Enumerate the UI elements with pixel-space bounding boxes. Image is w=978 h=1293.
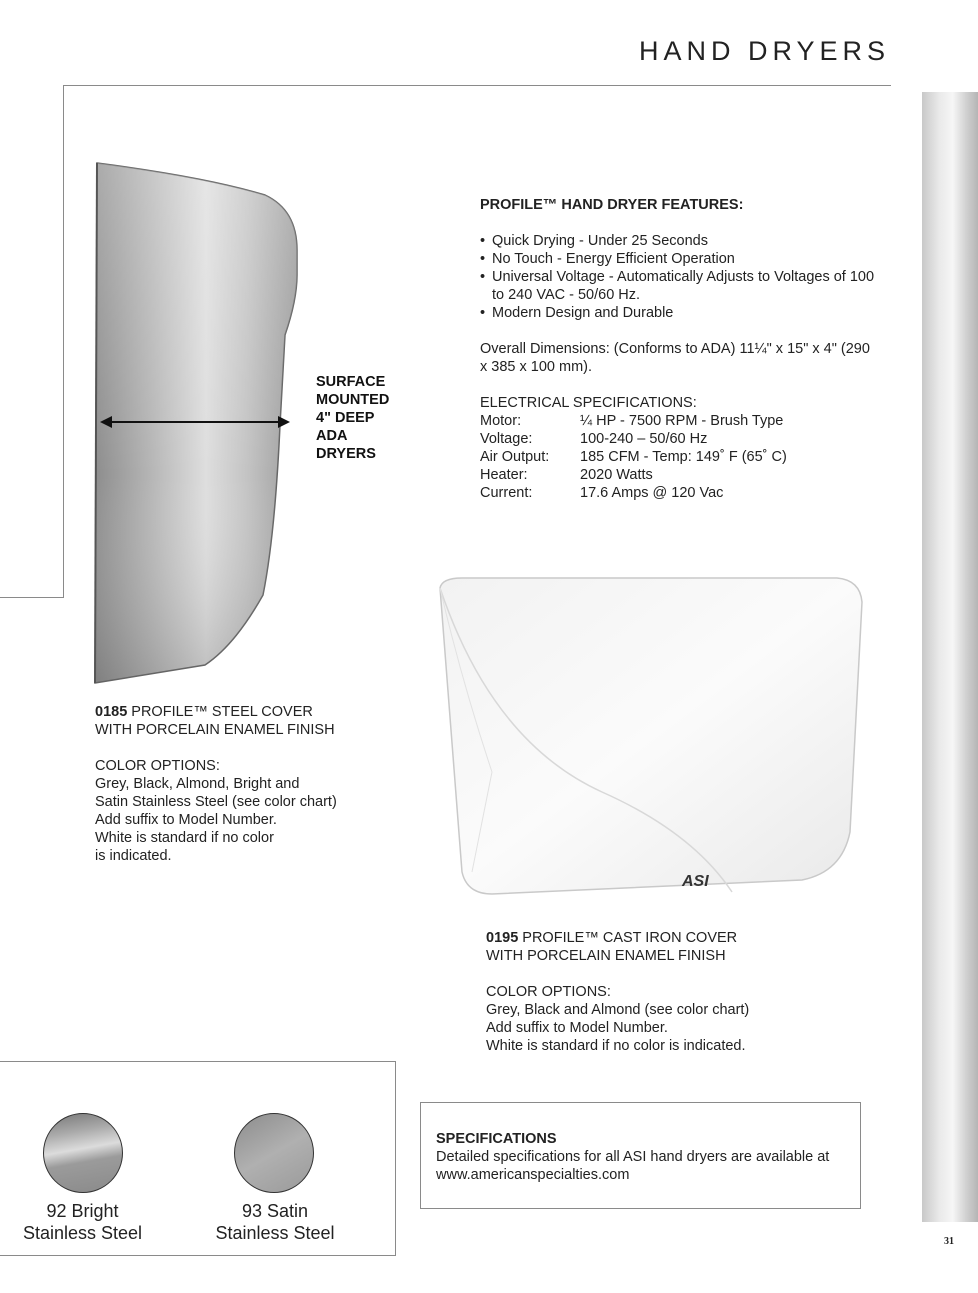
overall-dimensions: Overall Dimensions: (Conforms to ADA) 11¼" x 15" x 4" (290 x 385 x 100 mm).	[480, 341, 870, 375]
specifications-text: Detailed specifications for all ASI hand dryers are available at	[436, 1149, 830, 1165]
feature-item: • Modern Design and Durable	[480, 304, 880, 322]
swatch-satin-stainless	[234, 1113, 314, 1193]
spec-row-voltage: Voltage: 100-240 – 50/60 Hz	[480, 431, 708, 447]
side-steel-strip	[922, 92, 978, 1222]
specifications-heading: SPECIFICATIONS	[436, 1131, 557, 1147]
spec-row-heater: Heater: 2020 Watts	[480, 467, 653, 483]
swatch-label-92: 92 Bright Stainless Steel	[22, 1201, 143, 1243]
feature-item: • No Touch - Energy Efficient Operation	[480, 250, 880, 268]
feature-item: • Quick Drying - Under 25 Seconds	[480, 232, 880, 250]
top-rule	[63, 85, 891, 86]
model-number-0195: 0195	[486, 930, 519, 946]
page-number: 31	[944, 1236, 954, 1247]
specifications-box	[420, 1102, 861, 1209]
features-heading: PROFILE™ HAND DRYER FEATURES:	[480, 197, 744, 213]
features-section	[480, 196, 880, 502]
spec-row-motor: Motor: ¼ HP - 7500 RPM - Brush Type	[480, 413, 784, 429]
left-horizontal-rule	[0, 597, 64, 598]
white-dryer-front-image	[432, 572, 872, 900]
swatch-bright-stainless	[43, 1113, 123, 1193]
depth-arrow	[100, 412, 290, 432]
left-vertical-rule	[63, 85, 64, 597]
surface-mounted-callout: SURFACE MOUNTED 4" DEEP ADA DRYERS	[316, 374, 390, 462]
page-title: HAND DRYERS	[638, 36, 890, 66]
spec-row-current: Current: 17.6 Amps @ 120 Vac	[480, 485, 724, 501]
electrical-title: ELECTRICAL SPECIFICATIONS:	[480, 395, 697, 411]
swatch-label-93: 93 Satin Stainless Steel	[215, 1201, 335, 1243]
spec-row-air-output: Air Output: 185 CFM - Temp: 149˚ F (65˚ C)	[480, 449, 787, 465]
model-number-0185: 0185	[95, 704, 128, 720]
features-list	[480, 232, 880, 322]
specifications-url[interactable]: www.americanspecialties.com	[436, 1167, 630, 1183]
product-0185-caption: 0185 PROFILE™ STEEL COVER WITH PORCELAIN ENAMEL FINISH COLOR OPTIONS: Grey, Black, Almond, Bright and Satin Stainless Steel (see color chart) Add suffix to Model Number. White is standard if no color is indicated.	[95, 704, 337, 864]
asi-logo: ASI	[682, 873, 709, 890]
product-0195-caption: 0195 PROFILE™ CAST IRON COVER WITH PORCELAIN ENAMEL FINISH COLOR OPTIONS: Grey, Black and Almond (see color chart) Add suffix to Model Number. White is standard if no color is indicated.	[486, 930, 750, 1054]
electrical-table	[480, 412, 880, 502]
feature-item: • Universal Voltage - Automatically Adjusts to Voltages of 100 to 240 VAC - 50/60 Hz.	[480, 268, 880, 304]
